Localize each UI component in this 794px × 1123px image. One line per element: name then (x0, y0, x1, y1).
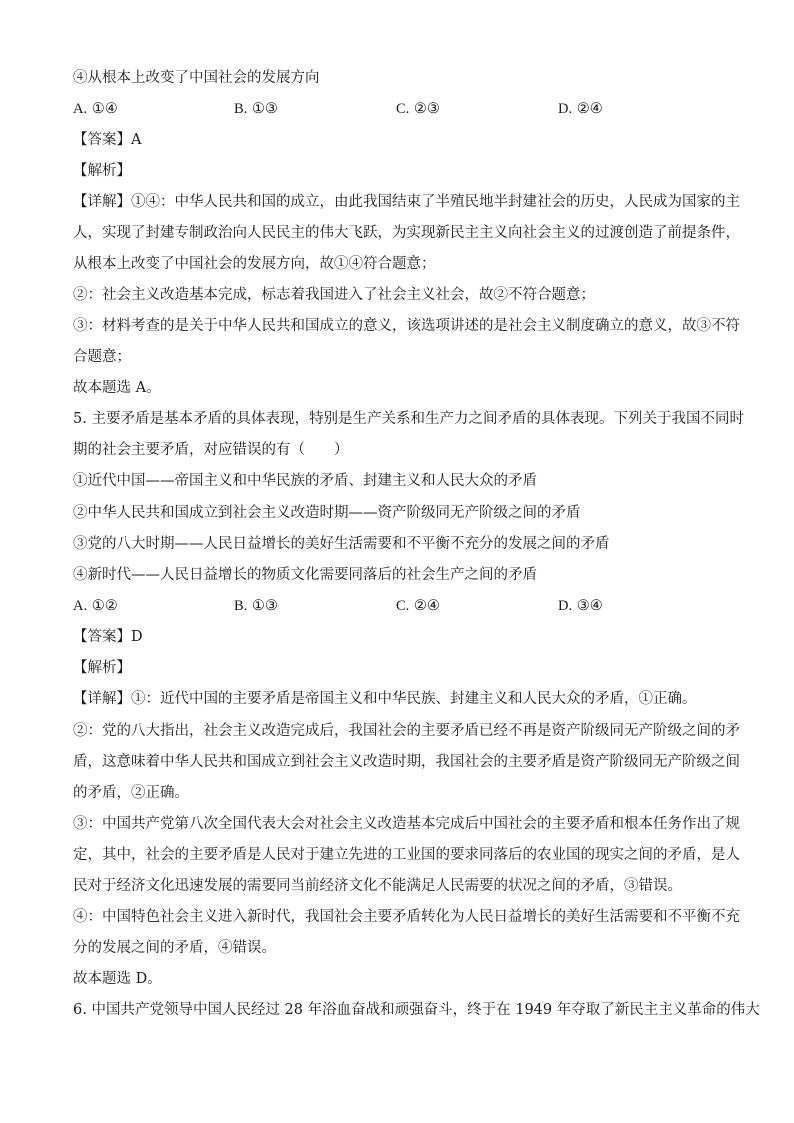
q4-answer: 【答案】A (73, 132, 142, 148)
q5-choice-d (558, 596, 603, 616)
choice-text: ②④ (413, 598, 440, 614)
q4-detail-line-4: ②：社会主义改造基本完成，标志着我国进入了社会主义社会，故②不符合题意； (73, 287, 595, 303)
choice-key: C. (396, 101, 410, 117)
q5-item-2: ②中华人民共和国成立到社会主义改造时期——资产阶级同无产阶级之间的矛盾 (73, 505, 581, 521)
q4-conclusion: 故本题选 A。 (73, 380, 161, 396)
q4-detail-line-3: 从根本上改变了中国社会的发展方向，故①④符合题意； (73, 256, 436, 272)
q5-detail-line-2: ②：党的八大指出，社会主义改造完成后，我国社会的主要矛盾已经不再是资产阶级同无产阶级之间的矛 (73, 723, 740, 739)
q5-choice-b (234, 596, 278, 616)
choice-text: ②④ (576, 101, 603, 117)
q4-choices (73, 99, 713, 119)
q4-detail-line-6: 合题意； (73, 349, 131, 365)
choice-key: D. (558, 101, 573, 117)
q4-option-item-4: ④从根本上改变了中国社会的发展方向 (73, 70, 320, 86)
q4-choice-a (73, 99, 118, 119)
q5-item-3: ③党的八大时期——人民日益增长的美好生活需要和不平衡不充分的发展之间的矛盾 (73, 536, 610, 552)
choice-key: B. (234, 101, 248, 117)
q5-choice-c (396, 596, 440, 616)
choice-text: ①② (91, 598, 118, 614)
q5-item-4: ④新时代——人民日益增长的物质文化需要同落后的社会生产之间的矛盾 (73, 567, 537, 583)
choice-text: ③④ (576, 598, 603, 614)
choice-text: ①③ (251, 598, 278, 614)
q4-choice-c (396, 99, 440, 119)
q5-item-1: ①近代中国——帝国主义和中华民族的矛盾、封建主义和人民大众的矛盾 (73, 473, 537, 489)
q5-detail-line-5: ③：中国共产党第八次全国代表大会对社会主义改造基本完成后中国社会的主要矛盾和根本任务作出了规 (73, 816, 740, 832)
q4-choice-d (558, 99, 603, 119)
q5-choices (73, 596, 713, 616)
q5-stem-line-1: 5. 主要矛盾是基本矛盾的具体表现，特别是生产关系和生产力之间矛盾的具体表现。下列关于我国不同时 (73, 411, 744, 427)
q5-stem-line-2: 期的社会主要矛盾，对应错误的有（ ） (73, 442, 349, 458)
q5-analysis-heading: 【解析】 (73, 660, 131, 676)
choice-key: D. (558, 598, 573, 614)
q5-detail-line-7: 民对于经济文化迅速发展的需要同当前经济文化不能满足人民需要的状况之间的矛盾，③错误。 (73, 878, 682, 894)
q5-answer: 【答案】D (73, 629, 143, 645)
q5-detail-line-6: 定，其中，社会的主要矛盾是人民对于建立先进的工业国的要求同落后的农业国的现实之间的矛盾，是人 (73, 847, 740, 863)
q5-detail-line-8: ④：中国特色社会主义进入新时代，我国社会主要矛盾转化为人民日益增长的美好生活需要和不平衡不充 (73, 909, 740, 925)
choice-text: ②③ (413, 101, 440, 117)
choice-key: B. (234, 598, 248, 614)
choice-text: ①④ (91, 101, 118, 117)
q5-conclusion: 故本题选 D。 (73, 971, 162, 987)
choice-key: A. (73, 101, 88, 117)
q5-detail-line-1: 【详解】①：近代中国的主要矛盾是帝国主义和中华民族、封建主义和人民大众的矛盾，①正确。 (73, 691, 697, 707)
choice-key: A. (73, 598, 88, 614)
q4-detail-line-5: ③：材料考查的是关于中华人民共和国成立的意义，该选项讲述的是社会主义制度确立的意义，故③不符 (73, 318, 740, 334)
q5-detail-line-3: 盾，这意味着中华人民共和国成立到社会主义改造时期，我国社会的主要矛盾是资产阶级同无产阶级之间 (73, 754, 740, 770)
q6-stem-line-1: 6. 中国共产党领导中国人民经过 28 年浴血奋战和顽强奋斗，终于在 1949 年夺取了新民主主义革命的伟大 (73, 1002, 760, 1018)
q4-detail-line-1: 【详解】①④：中华人民共和国的成立，由此我国结束了半殖民地半封建社会的历史，人民成为国家的主 (73, 194, 740, 210)
q5-detail-line-4: 的矛盾，②正确。 (73, 785, 189, 801)
q5-detail-line-9: 分的发展之间的矛盾，④错误。 (73, 940, 276, 956)
q5-choice-a (73, 596, 118, 616)
choice-key: C. (396, 598, 410, 614)
q4-analysis-heading: 【解析】 (73, 163, 131, 179)
choice-text: ①③ (251, 101, 278, 117)
q4-choice-b (234, 99, 278, 119)
q4-detail-line-2: 人，实现了封建专制政治向人民民主的伟大飞跃，为实现新民主主义向社会主义的过渡创造了前提条件， (73, 225, 740, 241)
